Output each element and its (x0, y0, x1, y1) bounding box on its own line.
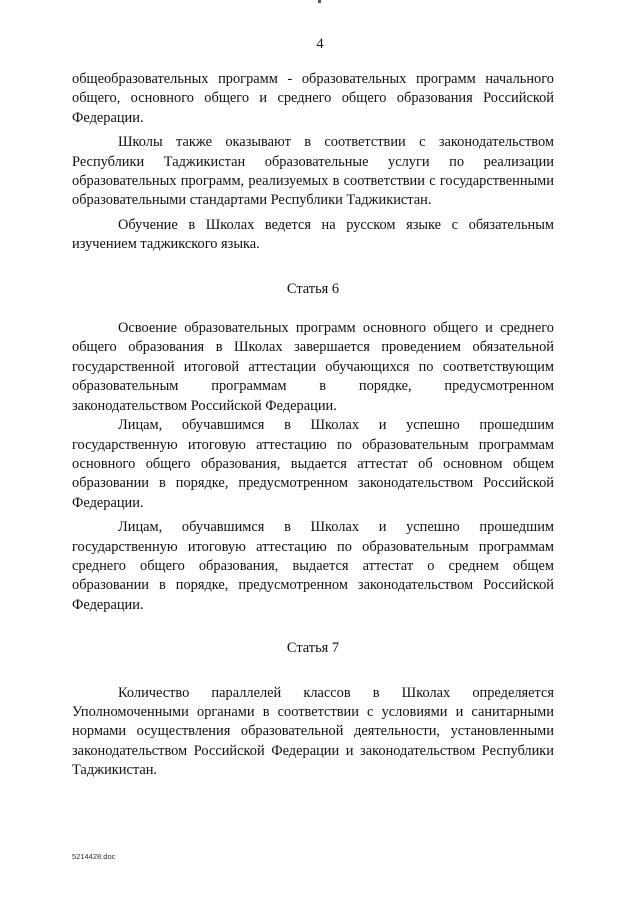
page-number: 4 (316, 36, 324, 52)
article-6-paragraph-1: Освоение образовательных программ основного общего и среднего общего образования в Школах завершается проведением обязательной государственной итоговой аттестации обучающихся по соответствующим образовательным программам в порядке, предусмотренном законодательством Российской Федерации. (72, 320, 554, 414)
article-6-paragraph-2: Лицам, обучавшимся в Школах и успешно прошедшим государственную итоговую аттестацию по образовательным программам основного общего образования, выдается аттестат об основном общем образовании в порядке, предусмотренном законодательством Российской Федерации. (72, 417, 554, 511)
article-6-paragraph-3: Лицам, обучавшимся в Школах и успешно прошедшим государственную итоговую аттестацию по образовательным программам среднего общего образования, выдается аттестат о среднем общем образовании в порядке, предусмотренном законодательством Российской Федерации. (72, 519, 554, 613)
article-7-paragraph-1: Количество параллелей классов в Школах определяется Уполномоченными органами в соответствии с условиями и санитарными нормами осуществления образовательной деятельности, установленными законодательством Российской Федерации и законодательством Республики Таджикистан. (72, 684, 554, 779)
footer-filename: 5214428.doc (72, 852, 116, 861)
document-body (72, 70, 554, 781)
scan-mark (318, 0, 321, 3)
paragraph-language: Обучение в Школах ведется на русском языке с обязательным изучением таджикского языка. (72, 216, 554, 253)
paragraph-services: Школы также оказывают в соответствии с законодательством Республики Таджикистан образовательные услуги по реализации образовательных программ, реализуемых в соответствии с государственными образовательными стандартами Республики Таджикистан. (72, 134, 554, 209)
paragraph-continuation: общеобразовательных программ - образовательных программ начального общего, основного общего и среднего общего образования Российской Федерации. (72, 71, 554, 126)
article-6-title: Статья 6 (286, 280, 340, 297)
article-7-title: Статья 7 (286, 640, 340, 657)
